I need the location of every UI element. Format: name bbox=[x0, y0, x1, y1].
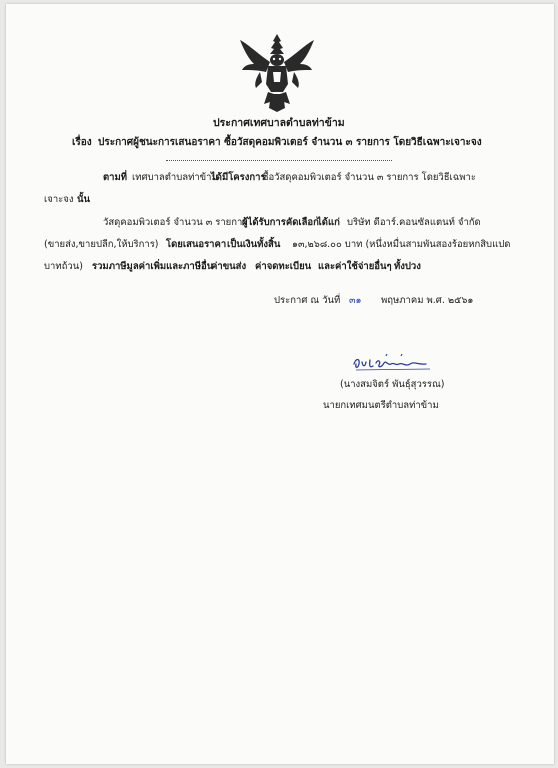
para1-lead: ตามที่ bbox=[103, 172, 128, 183]
para1-method: เจาะจง bbox=[44, 194, 74, 205]
para2-bid-label: โดยเสนอราคา bbox=[166, 239, 227, 250]
para1-project: ซื้อวัสดุคอมพิวเตอร์ จำนวน ๓ รายการ โดยวิธีเฉพาะ bbox=[262, 172, 476, 183]
announce-day: ๓๑ bbox=[349, 295, 362, 306]
para2-other-costs: และค่าใช้จ่ายอื่นๆ bbox=[318, 261, 392, 272]
para2-all: ทั้งปวง bbox=[394, 261, 421, 272]
para2-registration: ค่าจดทะเบียน bbox=[255, 261, 312, 272]
para2-total-label: เป็นเงินทั้งสิ้น bbox=[227, 239, 281, 250]
para1-project-label: ได้มีโครงการ bbox=[211, 172, 266, 183]
subject-line: ประกาศผู้ชนะการเสนอราคา ซื้อวัสดุคอมพิวเตอร์ จำนวน ๓ รายการ โดยวิธีเฉพาะเจาะจง bbox=[98, 137, 482, 148]
subject-label: เรื่อง bbox=[72, 137, 92, 148]
para2-item: วัสดุคอมพิวเตอร์ จำนวน ๓ รายการ bbox=[103, 217, 248, 228]
para2-company-type: (ขายส่ง,ขายปลีก,ให้บริการ) bbox=[44, 239, 159, 250]
para2-winner-label: ได้แก่ bbox=[317, 217, 340, 228]
para1-end: นั้น bbox=[77, 194, 90, 205]
document-page bbox=[6, 4, 554, 764]
para2-shipping: ค่าขนส่ง bbox=[211, 261, 247, 272]
para2-amount-end: บาทถ้วน) bbox=[44, 261, 83, 272]
agency-title: ประกาศเทศบาลตำบลท่าข้าม bbox=[213, 117, 345, 129]
signatory-name: (นางสมจิตร์ พันธุ์สุวรรณ) bbox=[340, 379, 445, 390]
para2-tax: รวมภาษีมูลค่าเพิ่มและภาษีอื่น bbox=[92, 261, 214, 272]
para2-amount: ๑๓,๒๖๘.๐๐ บาท (หนึ่งหมื่นสามพันสองร้อยหกสิบแปด bbox=[292, 239, 511, 250]
para1-agency: เทศบาลตำบลท่าข้าม bbox=[132, 172, 218, 183]
garuda-emblem-icon bbox=[238, 32, 316, 114]
announce-date-prefix: ประกาศ ณ วันที่ bbox=[274, 295, 341, 306]
announce-month-year: พฤษภาคม พ.ศ. ๒๕๖๑ bbox=[381, 295, 474, 306]
divider-line bbox=[166, 160, 392, 161]
signatory-position: นายกเทศมนตรีตำบลท่าข้าม bbox=[323, 400, 439, 411]
handwritten-signature bbox=[346, 352, 436, 374]
para2-company: บริษัท ดีอาร์.คอนซัลแตนท์ จำกัด bbox=[347, 217, 481, 228]
para2-selected-label: ผู้ได้รับการคัดเลือก bbox=[242, 217, 319, 228]
